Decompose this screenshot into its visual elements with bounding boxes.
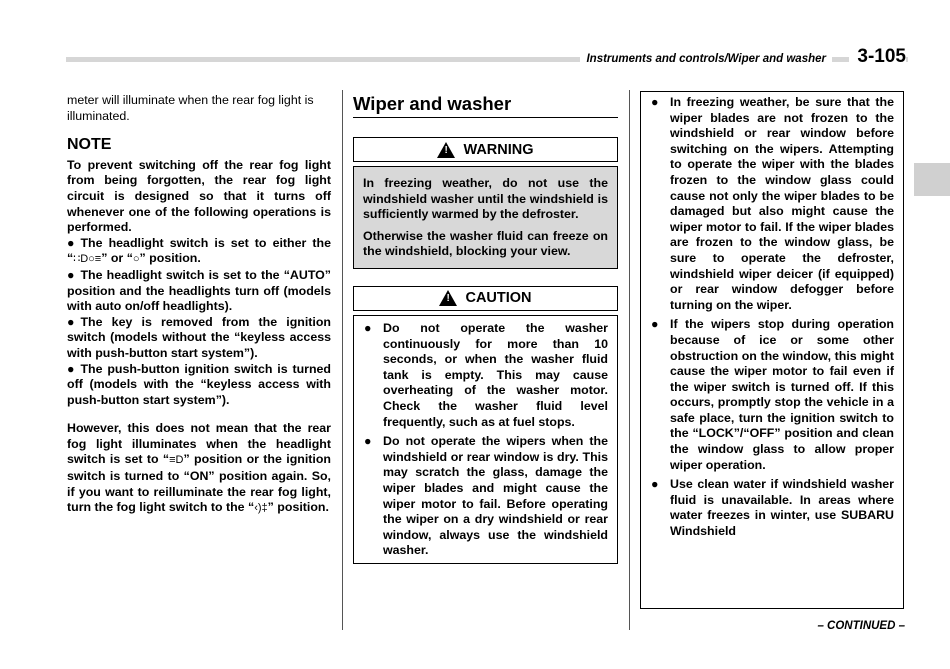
bullet-dot: ● bbox=[67, 361, 75, 376]
caution-item: ● In freezing weather, be sure that the wiper blades are not frozen to the windshield or rear window before switching on the wipers. Attempting to operate the wiper with the blades frozen to the window glass could cause not only the wiper blades to be damaged but also might cause the wiper motor to fail. If the wiper blades are frozen to the window glass, be sure to operate the defroster, windshield wiper deicer (if equipped) or rear window defogger before turning on the wiper. bbox=[651, 95, 894, 312]
bullet-dot: ● bbox=[67, 314, 75, 329]
headlight-icon: ≡D bbox=[169, 454, 184, 467]
warning-header bbox=[353, 137, 618, 162]
page-number: 3-105 bbox=[849, 46, 906, 68]
left-column bbox=[67, 93, 331, 517]
note-bullet-3: ● The key is removed from the ignition switch (models without the “keyless access with push-button start system”). bbox=[67, 314, 331, 360]
note-bullet-4: ● The push-button ignition switch is turned off (models with the “keyless access with push-button start system”). bbox=[67, 361, 331, 407]
section-title: Wiper and washer bbox=[353, 93, 618, 118]
warning-label: WARNING bbox=[463, 141, 534, 158]
bullet-dot: ● bbox=[67, 235, 75, 250]
column-divider-2 bbox=[629, 90, 630, 630]
note-title: NOTE bbox=[67, 136, 112, 154]
caution-item: ● Use clean water if windshield washer fluid is unavailable. In areas where water freezes in winter, use SUBARU Windshield bbox=[651, 477, 894, 539]
rear-fog-light-icon: ‹)‡ bbox=[254, 502, 268, 515]
bullet-dot: ● bbox=[67, 267, 75, 282]
right-column bbox=[640, 91, 904, 609]
caution-triangle-icon: ! bbox=[439, 290, 457, 306]
middle-column bbox=[353, 93, 618, 564]
caution-continued-box bbox=[640, 91, 904, 609]
chapter-tab bbox=[914, 163, 950, 196]
warning-triangle-icon: ! bbox=[437, 142, 455, 158]
caution-box bbox=[353, 315, 618, 564]
warning-box bbox=[353, 166, 618, 269]
light-off-icon: ○ bbox=[132, 253, 140, 266]
warning-text-2: Otherwise the washer fluid can freeze on the windshield, blocking your view. bbox=[363, 228, 608, 259]
running-header: Instruments and controls/Wiper and washer bbox=[580, 53, 832, 65]
continued-label: – CONTINUED – bbox=[817, 620, 905, 632]
bullet-dot: ● bbox=[651, 317, 659, 332]
bullet-dot: ● bbox=[651, 95, 659, 109]
bullet-dot: ● bbox=[651, 477, 659, 492]
intro-text: meter will illuminate when the rear fog light is illuminated. bbox=[67, 93, 314, 123]
note-body: To prevent switching off the rear fog light from being forgotten, the rear fog light circuit is designed so that it turns off whenever one of the following operations is performed. bbox=[67, 157, 331, 235]
fog-light-icon: ∷D○≡ bbox=[73, 253, 102, 266]
caution-label: CAUTION bbox=[465, 290, 532, 307]
warning-text-1: In freezing weather, do not use the windshield washer until the windshield is sufficiently warmed by the defroster. bbox=[363, 176, 608, 222]
caution-item: ● Do not operate the washer continuously for more than 10 seconds, or when the washer fluid tank is empty. This may cause overheating of the washer motor. Check the washer fluid level frequently, such as at fuel stops. bbox=[364, 320, 608, 429]
caution-item: ● If the wipers stop during operation because of ice or some other obstruction on the window, this might cause the wiper motor to fail even if the wiper switch is turned off. If this occurs, promptly stop the vehicle in a safe place, turn the ignition switch to the “LOCK”/“OFF” position and clean the window glass to allow proper wiper operation. bbox=[651, 317, 894, 472]
note-bullet-1: ● The headlight switch is set to either the “∷D○≡” or “○” position. bbox=[67, 235, 331, 266]
caution-item: ● Do not operate the wipers when the windshield or rear window is dry. This may scratch the glass, damage the wiper blades and might cause the wiper motor to fail. Before operating the wiper on a dry windshield or rear window, always use the windshield washer. bbox=[364, 434, 608, 558]
note-bullet-2: ● The headlight switch is set to the “AUTO” position and the headlights turn off (models with auto on/off headlights). bbox=[67, 267, 331, 314]
bullet-dot: ● bbox=[364, 434, 372, 449]
closing-paragraph: However, this does not mean that the rear fog light illuminates when the headlight switch is set to “≡D” position or the ignition switch is turned to “ON” position again. So, if you want to reilluminate the rear fog light, turn the fog light switch to the “‹)‡” position. bbox=[67, 421, 331, 515]
caution-header bbox=[353, 286, 618, 311]
column-divider-1 bbox=[342, 90, 343, 630]
bullet-dot: ● bbox=[364, 320, 372, 335]
